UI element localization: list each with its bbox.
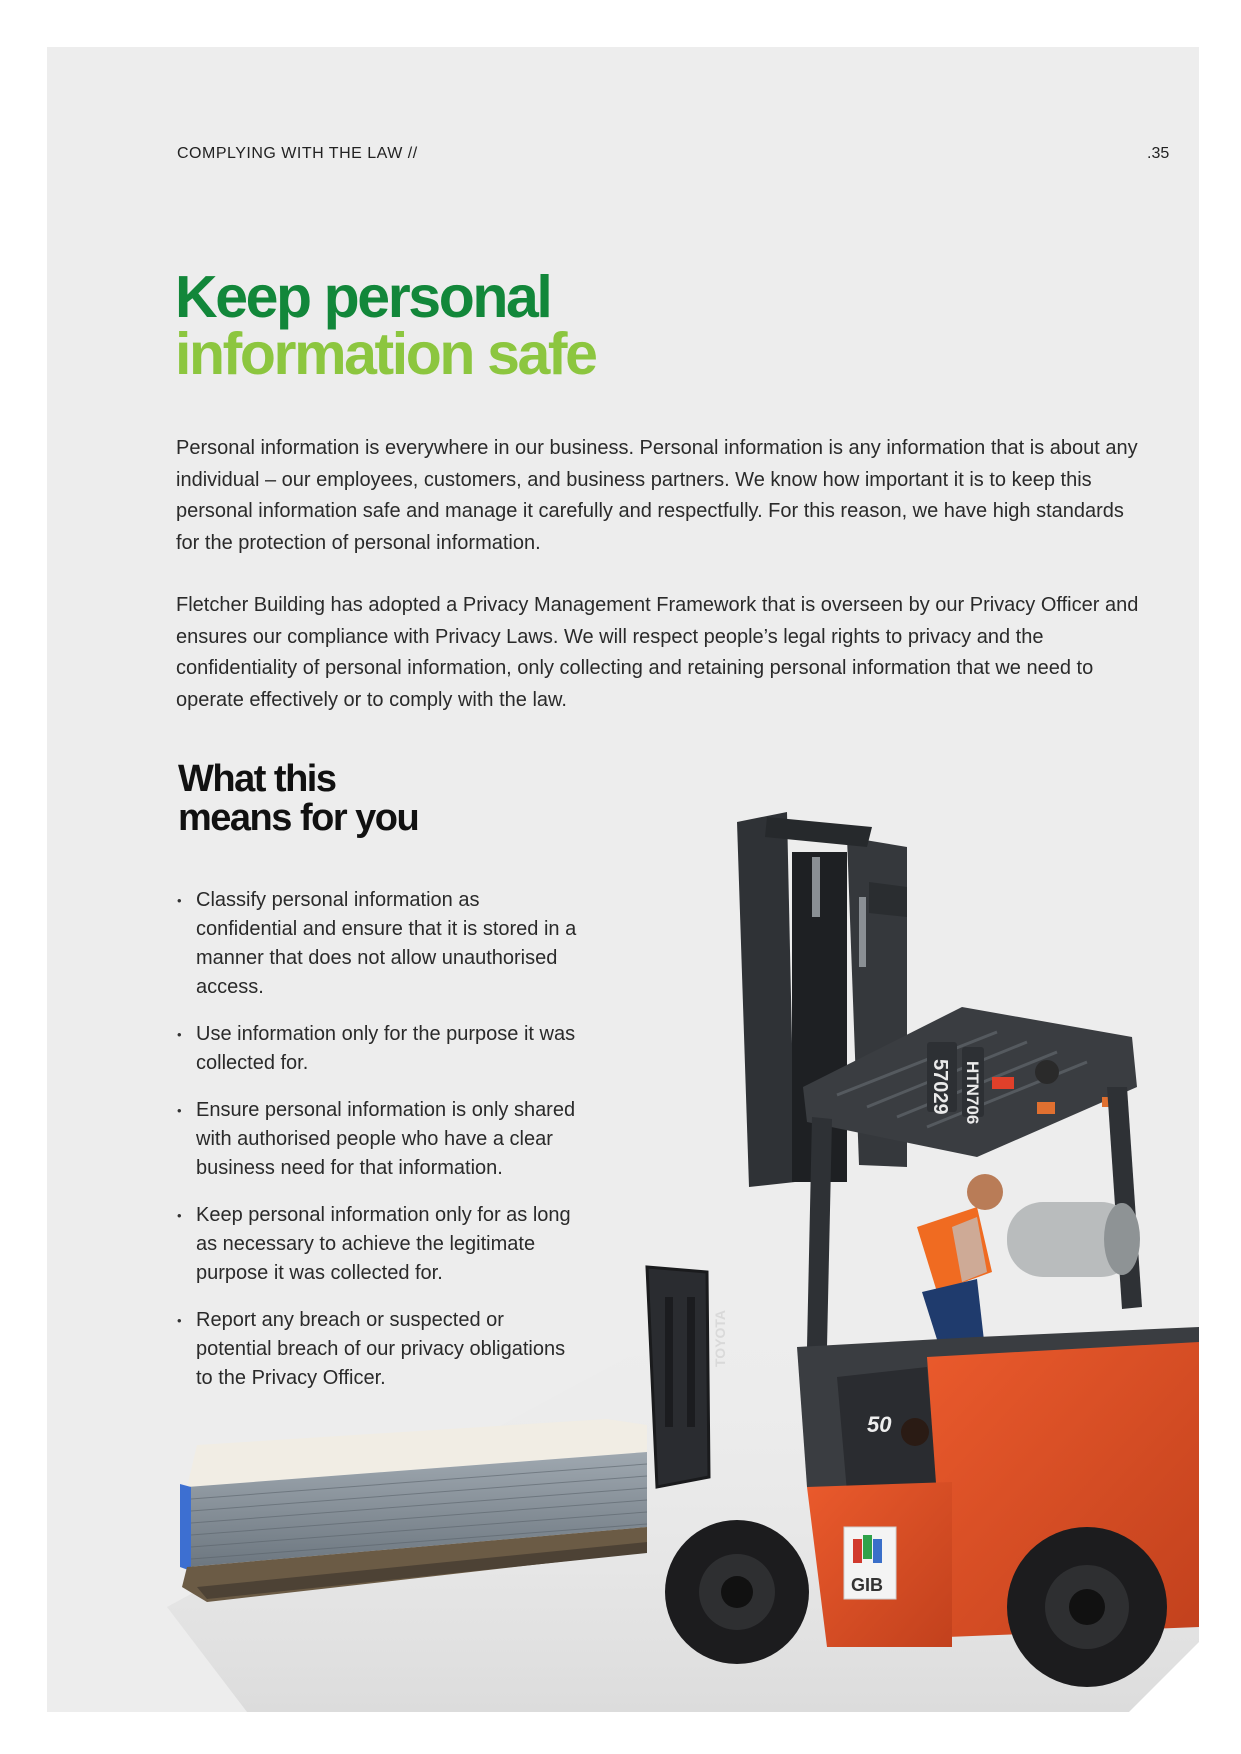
list-item-text: Use information only for the purpose it was collected for. [196, 1023, 576, 1074]
brand-label: TOYOTA [712, 1309, 728, 1367]
section-heading-line-1: What this [178, 758, 336, 800]
bullet-icon: • [177, 893, 182, 908]
list-item-text: Ensure personal information is only shared with authorised people who have a clear business need for that information. [196, 1099, 576, 1179]
bullet-icon: • [177, 1313, 182, 1328]
bullet-icon: • [177, 1027, 182, 1042]
plate-number: HTN706 [963, 1061, 982, 1125]
mast-number: 57029 [929, 1059, 951, 1115]
forklift-photo [47, 47, 1199, 1712]
running-head: COMPLYING WITH THE LAW // [177, 145, 418, 162]
bullet-icon: • [177, 1208, 182, 1223]
page-number: .35 [1147, 145, 1170, 162]
capacity-label: 50 [867, 1412, 892, 1437]
title-line-1: Keep personal [175, 264, 551, 330]
document-page [47, 47, 1199, 1712]
list-item-text: Report any breach or suspected or potential breach of our privacy obligations to the Privacy Officer. [196, 1309, 566, 1389]
intro-paragraph: Personal information is everywhere in our business. Personal information is any information that is about any individual – our employees, customers, and business partners. We know how important it is to keep this personal information safe and manage it carefully and respectfully. For this reason, we have high standards for the protection of personal information. [176, 437, 1138, 554]
gib-logo-text: GIB [851, 1575, 884, 1595]
section-heading-line-2: means for you [178, 797, 419, 839]
list-item-text: Classify personal information as confidential and ensure that it is stored in a manner that does not allow unauthorised access. [196, 889, 577, 998]
list-item-text: Keep personal information only for as long as necessary to achieve the legitimate purpose it was collected for. [196, 1204, 571, 1284]
lpg-tank [1007, 1202, 1140, 1277]
title-line-2: information safe [175, 321, 596, 387]
framework-paragraph: Fletcher Building has adopted a Privacy Management Framework that is overseen by our Privacy Officer and ensures our compliance with Privacy Laws. We will respect people’s legal rights to privacy and the confidentiality of personal information, only collecting and retaining personal information that we need to operate effectively or to comply with the law. [176, 594, 1139, 711]
bullet-icon: • [177, 1103, 182, 1118]
